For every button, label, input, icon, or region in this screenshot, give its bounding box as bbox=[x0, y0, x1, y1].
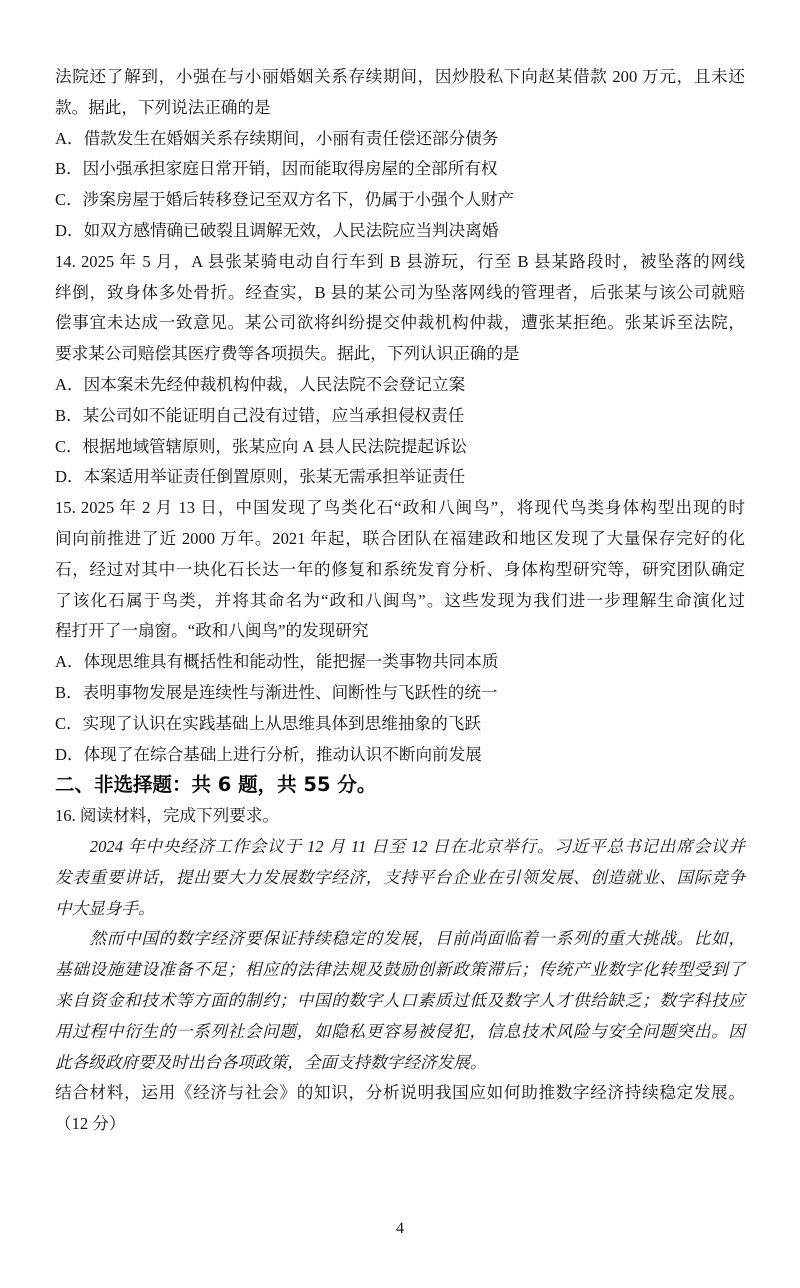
q16-task bbox=[55, 1078, 745, 1140]
question-stem-line: 款。据此，下列说法正确的是 bbox=[55, 97, 271, 117]
question-16 bbox=[55, 801, 745, 1140]
question-stem-line: 了该化石属于鸟类，并将其命名为“政和八闽鸟”。这些发现为我们进一步理解生命演化过 bbox=[55, 590, 745, 610]
option-line: A．因本案未先经仲裁机构仲裁，人民法院不会登记立案 bbox=[55, 374, 466, 394]
option-line: C．根据地域管辖原则，张某应向 A 县人民法院提起诉讼 bbox=[55, 436, 468, 456]
q16-material-paragraph-1 bbox=[55, 832, 745, 924]
question-stem-line: 偿事宜未达成一致意见。某公司欲将纠纷提交仲裁机构仲裁，遭张某拒绝。张某诉至法院， bbox=[55, 313, 745, 333]
question-stem-line: 程打开了一扇窗。“政和八闽鸟”的发现研究 bbox=[55, 621, 369, 641]
material-line: 来自资金和技术等方面的制约；中国的数字人口素质过低及数字人才供给缺乏；数字科技应 bbox=[55, 990, 745, 1010]
q13-options bbox=[55, 124, 745, 247]
q16-material-paragraph-2 bbox=[55, 924, 745, 1078]
option-line: B．某公司如不能证明自己没有过错，应当承担侵权责任 bbox=[55, 405, 465, 425]
page-content bbox=[55, 62, 745, 1140]
option-line: C．涉案房屋于婚后转移登记至双方名下，仍属于小强个人财产 bbox=[55, 190, 515, 210]
question-stem-line: 石，经过对其中一块化石长达一年的修复和系统发育分析、身体构型研究等，研究团队确定 bbox=[55, 559, 745, 579]
q16-stem: 16. 阅读材料，完成下列要求。 bbox=[55, 806, 280, 826]
question-14 bbox=[55, 247, 745, 493]
material-line: 发表重要讲话，提出要大力发展数字经济，支持平台企业在引领发展、创造就业、国际竞争 bbox=[55, 867, 745, 887]
task-line: 结合材料，运用《经济与社会》的知识，分析说明我国应如何助推数字经济持续稳定发展。 bbox=[55, 1083, 745, 1103]
material-line: 用过程中衍生的一系列社会问题，如隐私更容易被侵犯，信息技术风险与安全问题突出。因 bbox=[55, 1021, 745, 1041]
q15-stem bbox=[55, 493, 745, 647]
q14-stem bbox=[55, 247, 745, 370]
option-line: D．体现了在综合基础上进行分析，推动认识不断向前发展 bbox=[55, 744, 482, 764]
section-2-header: 二、非选择题：共 6 题，共 55 分。 bbox=[55, 773, 377, 797]
q13-stem bbox=[55, 62, 745, 124]
question-stem-line: 14. 2025 年 5 月，A 县张某骑电动自行车到 B 县游玩，行至 B 县某路段时，被坠落的网线 bbox=[55, 251, 745, 271]
material-line: 然而中国的数字经济要保证持续稳定的发展，目前尚面临着一系列的重大挑战。比如， bbox=[55, 929, 745, 949]
q14-options bbox=[55, 370, 745, 493]
question-stem-line: 法院还了解到，小强在与小丽婚姻关系存续期间，因炒股私下向赵某借款 200 万元，且未还 bbox=[55, 67, 745, 86]
question-stem-line: 间向前推进了近 2000 万年。2021 年起，联合团队在福建政和地区发现了大量保存完好的化 bbox=[55, 528, 745, 548]
material-line: 2024 年中央经济工作会议于 12 月 11 日至 12 日在北京举行。习近平总书记出席会议并 bbox=[55, 836, 745, 856]
option-line: D．本案适用举证责任倒置原则，张某无需承担举证责任 bbox=[55, 467, 466, 487]
material-line: 此各级政府要及时出台各项政策，全面支持数字经济发展。 bbox=[55, 1052, 487, 1072]
option-line: A．借款发生在婚姻关系存续期间，小丽有责任偿还部分债务 bbox=[55, 128, 499, 148]
task-line: （12 分） bbox=[55, 1114, 126, 1134]
question-15 bbox=[55, 493, 745, 770]
q15-options bbox=[55, 647, 745, 770]
option-line: D．如双方感情确已破裂且调解无效，人民法院应当判决离婚 bbox=[55, 220, 499, 240]
question-stem-line: 15. 2025 年 2 月 13 日，中国发现了鸟类化石“政和八闽鸟”，将现代鸟类身体构型出现的时 bbox=[55, 498, 745, 518]
option-line: C．实现了认识在实践基础上从思维具体到思维抽象的飞跃 bbox=[55, 713, 481, 733]
option-line: B．表明事物发展是连续性与渐进性、间断性与飞跃性的统一 bbox=[55, 682, 498, 702]
question-stem-line: 绊倒，致身体多处骨折。经查实，B 县的某公司为坠落网线的管理者，后张某与该公司就赔 bbox=[55, 282, 745, 302]
page-number: 4 bbox=[396, 1220, 404, 1237]
material-line: 中大显身手。 bbox=[55, 898, 155, 918]
material-line: 基础设施建设准备不足；相应的法律法规及鼓励创新政策滞后；传统产业数字化转型受到了 bbox=[55, 960, 745, 980]
question-stem-line: 要求某公司赔偿其医疗费等各项损失。据此，下列认识正确的是 bbox=[55, 344, 520, 364]
question-13-continuation bbox=[55, 62, 745, 247]
option-line: B．因小强承担家庭日常开销，因而能取得房屋的全部所有权 bbox=[55, 159, 498, 179]
option-line: A．体现思维具有概括性和能动性，能把握一类事物共同本质 bbox=[55, 652, 499, 672]
